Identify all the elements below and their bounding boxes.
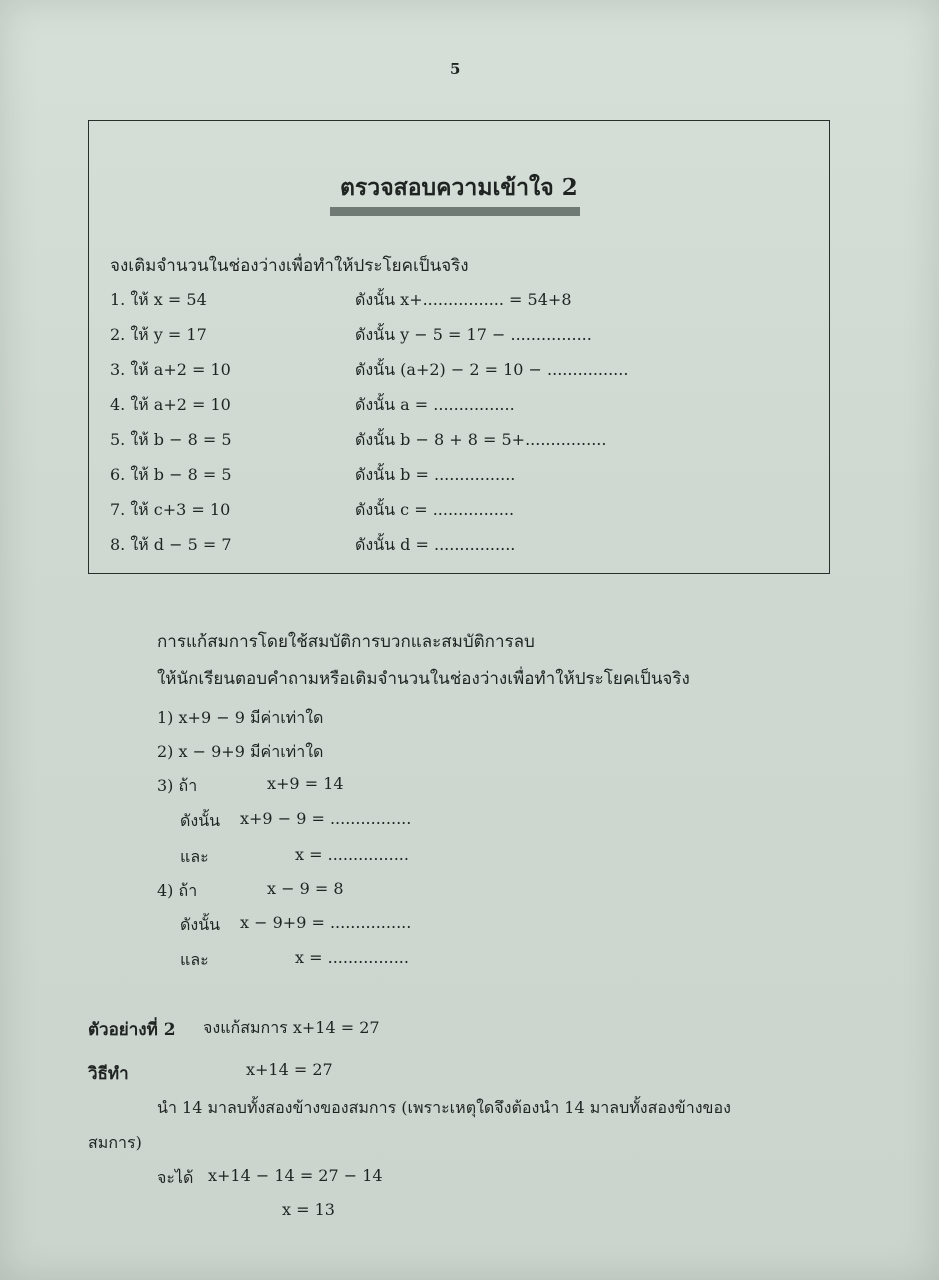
item-result: ดังนั้น a = ................ — [355, 395, 515, 414]
item-given: 5. ให้ b − 8 = 5 — [110, 430, 232, 449]
item-result: ดังนั้น d = ................ — [355, 535, 516, 554]
question-3-then-equation: x+9 − 9 = ................ — [240, 809, 412, 828]
page-number: 5 — [450, 60, 461, 78]
section-heading: การแก้สมการโดยใช้สมบัติการบวกและสมบัติการลบ — [157, 632, 535, 652]
section-instruction: ให้นักเรียนตอบคำถามหรือเติมจำนวนในช่องว่างเพื่อทำให้ประโยคเป็นจริง — [157, 669, 690, 689]
item-given: 7. ให้ c+3 = 10 — [110, 500, 231, 519]
question-3-and-equation: x = ................ — [295, 845, 409, 864]
question-4-then-label: ดังนั้น — [180, 915, 221, 934]
question-4-then-equation: x − 9+9 = ................ — [240, 913, 412, 932]
method-equation: x+14 = 27 — [246, 1060, 333, 1079]
item-result: ดังนั้น b = ................ — [355, 465, 516, 484]
step-label: จะได้ — [157, 1168, 194, 1187]
explanation-line-1: นำ 14 มาลบทั้งสองข้างของสมการ (เพราะเหตุใดจึงต้องนำ 14 มาลบทั้งสองข้างของ — [157, 1098, 731, 1117]
step-equation: x+14 − 14 = 27 − 14 — [208, 1166, 383, 1185]
item-given: 2. ให้ y = 17 — [110, 325, 207, 344]
item-given: 4. ให้ a+2 = 10 — [110, 395, 231, 414]
question-3-equation: x+9 = 14 — [267, 774, 344, 793]
question-4-and-label: และ — [180, 950, 209, 969]
question-4-label: 4) ถ้า — [157, 881, 198, 900]
question-3-and-label: และ — [180, 847, 209, 866]
box-instruction: จงเติมจำนวนในช่องว่างเพื่อทำให้ประโยคเป็นจริง — [110, 256, 469, 276]
item-result: ดังนั้น b − 8 + 8 = 5+................ — [355, 430, 607, 449]
item-result: ดังนั้น (a+2) − 2 = 10 − ................ — [355, 360, 629, 379]
box-title: ตรวจสอบความเข้าใจ 2 — [340, 174, 578, 201]
item-result: ดังนั้น c = ................ — [355, 500, 515, 519]
question-1: 1) x+9 − 9 มีค่าเท่าใด — [157, 708, 324, 727]
item-result: ดังนั้น y − 5 = 17 − ................ — [355, 325, 592, 344]
item-given: 3. ให้ a+2 = 10 — [110, 360, 231, 379]
question-2: 2) x − 9+9 มีค่าเท่าใด — [157, 742, 324, 761]
title-underline-bar — [330, 207, 580, 216]
example-label: ตัวอย่างที่ 2 — [88, 1020, 176, 1040]
item-given: 8. ให้ d − 5 = 7 — [110, 535, 232, 554]
answer-equation: x = 13 — [282, 1200, 335, 1219]
question-4-equation: x − 9 = 8 — [267, 879, 344, 898]
question-3-label: 3) ถ้า — [157, 776, 198, 795]
question-3-then-label: ดังนั้น — [180, 811, 221, 830]
item-given: 1. ให้ x = 54 — [110, 290, 207, 309]
explanation-line-2: สมการ) — [88, 1133, 142, 1152]
method-label: วิธีทำ — [88, 1064, 129, 1084]
item-result: ดังนั้น x+................ = 54+8 — [355, 290, 572, 309]
item-given: 6. ให้ b − 8 = 5 — [110, 465, 232, 484]
example-problem: จงแก้สมการ x+14 = 27 — [203, 1018, 380, 1037]
question-4-and-equation: x = ................ — [295, 948, 409, 967]
